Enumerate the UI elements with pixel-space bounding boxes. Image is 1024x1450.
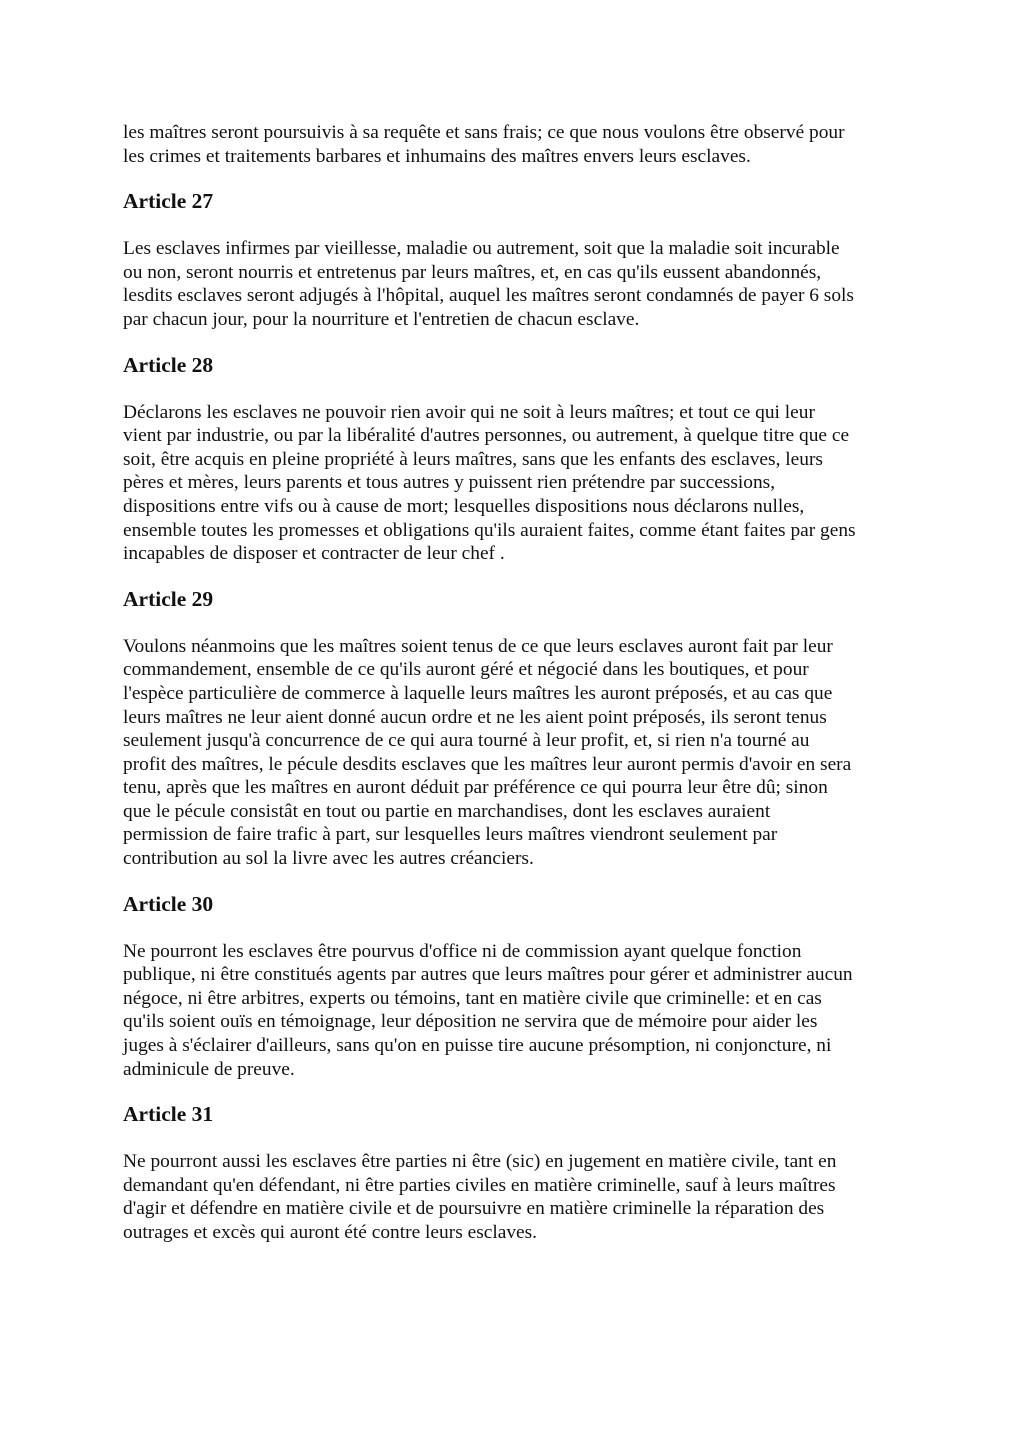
article-28-text: Déclarons les esclaves ne pouvoir rien avoir qui ne soit à leurs maîtres; et tout ce qui leur vient par industrie, ou par la libéralité d'autres personnes, ou autrement, à quelque titre que ce soit, être acquis en pleine propriété à leurs maîtres, sans que les enfants des esclaves, leurs pères et mères, leurs parents et tous autres y puissent rien prétendre par successions, dispositions entre vifs ou à cause de mort; lesquelles dispositions nous déclarons nulles, ensemble toutes les promesses et obligations qu'ils auraient faites, comme étant faites par gens incapables de disposer et contracter de leur chef . xyxy=(123,401,856,565)
article-30-text: Ne pourront les esclaves être pourvus d'office ni de commission ayant quelque fonction publique, ni être constitués agents par autres que leurs maîtres pour gérer et administrer aucun négoce, ni être arbitres, experts ou témoins, tant en matière civile que criminelle: et en cas qu'ils soient ouïs en témoignage, leur déposition ne servira que de mémoire pour aider les juges à s'éclairer d'ailleurs, sans qu'on en puisse tire aucune présomption, ni conjoncture, ni adminicule de preuve. xyxy=(123,940,853,1080)
article-27-text: Les esclaves infirmes par vieillesse, maladie ou autrement, soit que la maladie soit incurable ou non, seront nourris et entretenus par leurs maîtres, et, en cas qu'ils eussent abandonnés, lesdits esclaves seront adjugés à l'hôpital, auquel les maîtres seront condamnés de payer 6 sols par chacun jour, pour la nourriture et l'entretien de chacun esclave. xyxy=(123,238,854,330)
article-29-text: Voulons néanmoins que les maîtres soient tenus de ce que leurs esclaves auront fait par leur commandement, ensemble de ce qu'ils auront géré et négocié dans les boutiques, et pour l'espèce particulière de commerce à laquelle leurs maîtres les auront préposés, et au cas que leurs maîtres ne leur aient donné aucun ordre et ne les aient point préposés, ils seront tenus seulement jusqu'à concurrence de ce qui aura tourné à leur profit, et, si rien n'a tourné au profit des maîtres, le pécule desdits esclaves que les maîtres leur auront permis d'avoir en sera tenu, après que les maîtres en auront déduit par préférence ce qui pourra leur être dû; sinon que le pécule consistât en tout ou partie en marchandises, dont les esclaves auraient permission de faire trafic à part, sur lesquelles leurs maîtres viendront seulement par contribution au sol la livre avec les autres créanciers. xyxy=(123,635,852,870)
article-31-text: Ne pourront aussi les esclaves être parties ni être (sic) en jugement en matière civile, tant en demandant qu'en défendant, ni être parties civiles en matière criminelle, sauf à leurs maîtres d'agir et défendre en matière civile et de poursuivre en matière criminelle la réparation des outrages et excès qui auront été contre leurs esclaves. xyxy=(123,1151,837,1243)
article-27-heading: Article 27 xyxy=(123,189,214,214)
intro-paragraph: les maîtres seront poursuivis à sa requête et sans frais; ce que nous voulons être observé pour les crimes et traitements barbares et inhumains des maîtres envers leurs esclaves. xyxy=(123,122,845,167)
article-30-heading: Article 30 xyxy=(123,891,214,916)
article-28-heading: Article 28 xyxy=(123,352,214,377)
article-31-heading: Article 31 xyxy=(123,1102,214,1127)
document-page xyxy=(123,121,913,1245)
article-29-heading: Article 29 xyxy=(123,586,214,611)
